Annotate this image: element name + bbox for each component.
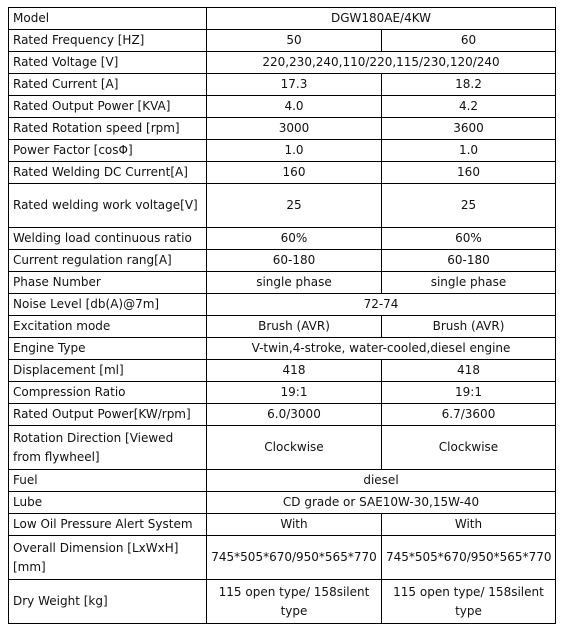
table-row (9, 184, 556, 228)
table-row (9, 8, 556, 30)
row-value: DGW180AE/4KW (207, 8, 556, 30)
table-row (9, 228, 556, 250)
row-value: 72-74 (207, 294, 556, 316)
row-label: Excitation mode (9, 316, 207, 338)
row-label: Engine Type (9, 338, 207, 360)
row-value-60hz: With (382, 514, 556, 536)
row-label: Power Factor [cosΦ] (9, 140, 207, 162)
row-value-60hz: 6.7/3600 (382, 404, 556, 426)
row-label: Low Oil Pressure Alert System (9, 514, 207, 536)
table-row (9, 140, 556, 162)
row-label: Rated Frequency [HZ] (9, 30, 207, 52)
row-label: Rated Output Power [KVA] (9, 96, 207, 118)
row-value-60hz: 745*505*670/950*565*770 (382, 536, 556, 580)
table-row (9, 536, 556, 580)
row-label: Welding load continuous ratio (9, 228, 207, 250)
row-value-60hz: 115 open type/ 158silent type (382, 580, 556, 624)
row-label: Rated Welding DC Current[A] (9, 162, 207, 184)
row-value-60hz: 1.0 (382, 140, 556, 162)
table-row (9, 74, 556, 96)
table-row (9, 426, 556, 470)
table-row (9, 294, 556, 316)
table-row (9, 316, 556, 338)
row-label: Rated Rotation speed [rpm] (9, 118, 207, 140)
row-value-60hz: 18.2 (382, 74, 556, 96)
table-row (9, 30, 556, 52)
row-label: Fuel (9, 470, 207, 492)
row-label: Rated welding work voltage[V] (9, 184, 207, 228)
row-value-60hz: Clockwise (382, 426, 556, 470)
row-value-60hz: Brush (AVR) (382, 316, 556, 338)
row-value-50hz: 25 (207, 184, 382, 228)
row-value-50hz: 6.0/3000 (207, 404, 382, 426)
row-value-60hz: 19:1 (382, 382, 556, 404)
row-value-50hz: 4.0 (207, 96, 382, 118)
row-value-60hz: 3600 (382, 118, 556, 140)
row-value: diesel (207, 470, 556, 492)
table-row (9, 580, 556, 624)
row-value: V-twin,4-stroke, water-cooled,diesel engine (207, 338, 556, 360)
spec-table-body (9, 8, 556, 624)
row-value-60hz: 60% (382, 228, 556, 250)
row-value-50hz: 60-180 (207, 250, 382, 272)
row-value-50hz: 3000 (207, 118, 382, 140)
row-label: Current regulation rang[A] (9, 250, 207, 272)
row-value-50hz: 418 (207, 360, 382, 382)
row-label: Displacement [ml] (9, 360, 207, 382)
row-value-50hz: single phase (207, 272, 382, 294)
row-value-50hz: Clockwise (207, 426, 382, 470)
table-row (9, 360, 556, 382)
row-value-60hz: 418 (382, 360, 556, 382)
table-row (9, 492, 556, 514)
table-row (9, 96, 556, 118)
table-row (9, 272, 556, 294)
row-label: Rated Voltage [V] (9, 52, 207, 74)
row-value-60hz: 25 (382, 184, 556, 228)
row-value-60hz: 60 (382, 30, 556, 52)
row-value-60hz: 4.2 (382, 96, 556, 118)
row-value-50hz: 115 open type/ 158silent type (207, 580, 382, 624)
table-row (9, 52, 556, 74)
row-label: Model (9, 8, 207, 30)
row-value-50hz: With (207, 514, 382, 536)
row-label: Overall Dimension [LxWxH] [mm] (9, 536, 207, 580)
row-label: Compression Ratio (9, 382, 207, 404)
table-row (9, 338, 556, 360)
row-label: Lube (9, 492, 207, 514)
table-row (9, 382, 556, 404)
table-row (9, 162, 556, 184)
row-value-50hz: 17.3 (207, 74, 382, 96)
row-value-50hz: 160 (207, 162, 382, 184)
row-label: Phase Number (9, 272, 207, 294)
row-value: CD grade or SAE10W-30,15W-40 (207, 492, 556, 514)
table-row (9, 470, 556, 492)
row-label: Noise Level [db(A)@7m] (9, 294, 207, 316)
row-value-50hz: 50 (207, 30, 382, 52)
table-row (9, 514, 556, 536)
row-label: Rated Current [A] (9, 74, 207, 96)
row-value-50hz: Brush (AVR) (207, 316, 382, 338)
row-value-50hz: 60% (207, 228, 382, 250)
spec-table (8, 7, 556, 624)
table-row (9, 404, 556, 426)
row-value-60hz: 160 (382, 162, 556, 184)
row-label: Rated Output Power[KW/rpm] (9, 404, 207, 426)
table-row (9, 118, 556, 140)
row-value-50hz: 745*505*670/950*565*770 (207, 536, 382, 580)
table-row (9, 250, 556, 272)
row-value-50hz: 1.0 (207, 140, 382, 162)
row-value-60hz: single phase (382, 272, 556, 294)
row-label: Dry Weight [kg] (9, 580, 207, 624)
row-value: 220,230,240,110/220,115/230,120/240 (207, 52, 556, 74)
row-value-60hz: 60-180 (382, 250, 556, 272)
row-label: Rotation Direction [Viewed from flywheel] (9, 426, 207, 470)
row-value-50hz: 19:1 (207, 382, 382, 404)
